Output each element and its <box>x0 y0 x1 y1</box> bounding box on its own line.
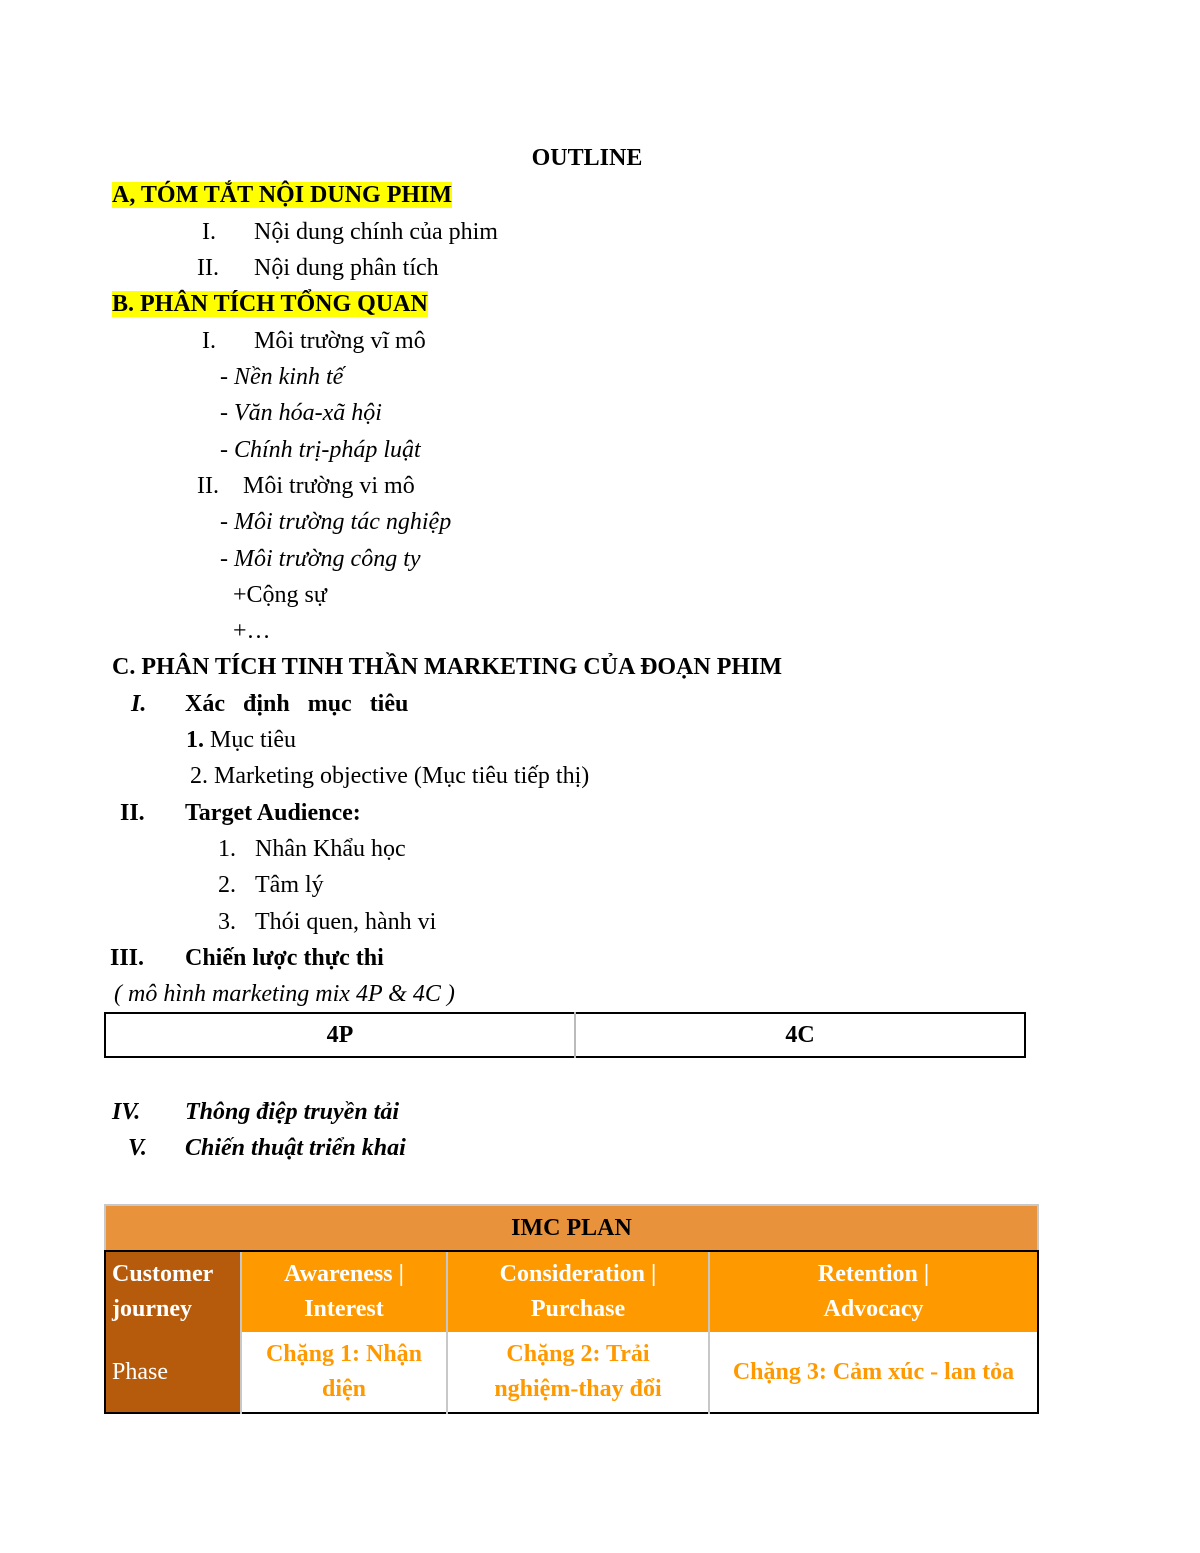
imc-plan-title: IMC PLAN <box>105 1205 1038 1251</box>
section-a-item-1: I. Nội dung chính của phim <box>202 219 498 245</box>
phase-3: Chặng 3: Cảm xúc - lan tỏa <box>709 1332 1038 1413</box>
section-b-sub-1: - Nền kinh tế <box>220 364 344 390</box>
section-c-heading: C. PHÂN TÍCH TINH THẦN MARKETING CỦA ĐOẠN PHIM <box>112 654 783 680</box>
page-title: OUTLINE <box>531 145 643 171</box>
marketing-mix-table <box>104 1012 1026 1058</box>
marketing-mix-note: ( mô hình marketing mix 4P & 4C ) <box>114 981 455 1007</box>
section-c-item-3: III. Chiến lược thực thi <box>110 945 384 971</box>
section-b-item-1: I. Môi trường vĩ mô <box>202 328 426 354</box>
mix-col-4p: 4P <box>105 1013 575 1057</box>
section-c-item-2: II. Target Audience: <box>120 800 361 826</box>
phase-label: Phase <box>105 1332 241 1413</box>
section-b-plus-2: +… <box>233 618 271 644</box>
section-b-sub-5: - Môi trường công ty <box>220 546 421 572</box>
imc-plan-table <box>104 1204 1039 1414</box>
audience-item-3: 3. Thói quen, hành vi <box>218 909 437 935</box>
section-c-objective-2: 2. Marketing objective (Mục tiêu tiếp thị) <box>190 763 590 789</box>
section-c-item-5: V. Chiến thuật triển khai <box>128 1135 406 1161</box>
section-c-item-1: I. Xác định mục tiêu <box>131 691 409 717</box>
journey-awareness: Awareness | Interest <box>241 1251 447 1332</box>
section-b-sub-3: - Chính trị-pháp luật <box>220 437 421 463</box>
section-a-heading: A, TÓM TẮT NỘI DUNG PHIM <box>112 182 453 208</box>
section-a-item-2: II. Nội dung phân tích <box>197 255 439 281</box>
section-b-sub-2: - Văn hóa-xã hội <box>220 400 382 426</box>
phase-1: Chặng 1: Nhận diện <box>241 1332 447 1413</box>
section-c-item-4: IV. Thông điệp truyền tải <box>112 1099 400 1125</box>
section-b-item-2: II. Môi trường vi mô <box>197 473 415 499</box>
section-b-heading: B. PHÂN TÍCH TỔNG QUAN <box>112 291 428 317</box>
journey-label: Customer journey <box>105 1251 241 1332</box>
mix-col-4c: 4C <box>575 1013 1025 1057</box>
journey-retention: Retention | Advocacy <box>709 1251 1038 1332</box>
section-b-plus-1: +Cộng sự <box>233 582 327 608</box>
journey-consideration: Consideration | Purchase <box>447 1251 709 1332</box>
audience-item-1: 1. Nhân Khẩu học <box>218 836 406 862</box>
section-c-objective-1: 1. Mục tiêu <box>186 727 296 753</box>
phase-2: Chặng 2: Trải nghiệm-thay đổi <box>447 1332 709 1413</box>
audience-item-2: 2. Tâm lý <box>218 872 324 898</box>
section-b-sub-4: - Môi trường tác nghiệp <box>220 509 452 535</box>
